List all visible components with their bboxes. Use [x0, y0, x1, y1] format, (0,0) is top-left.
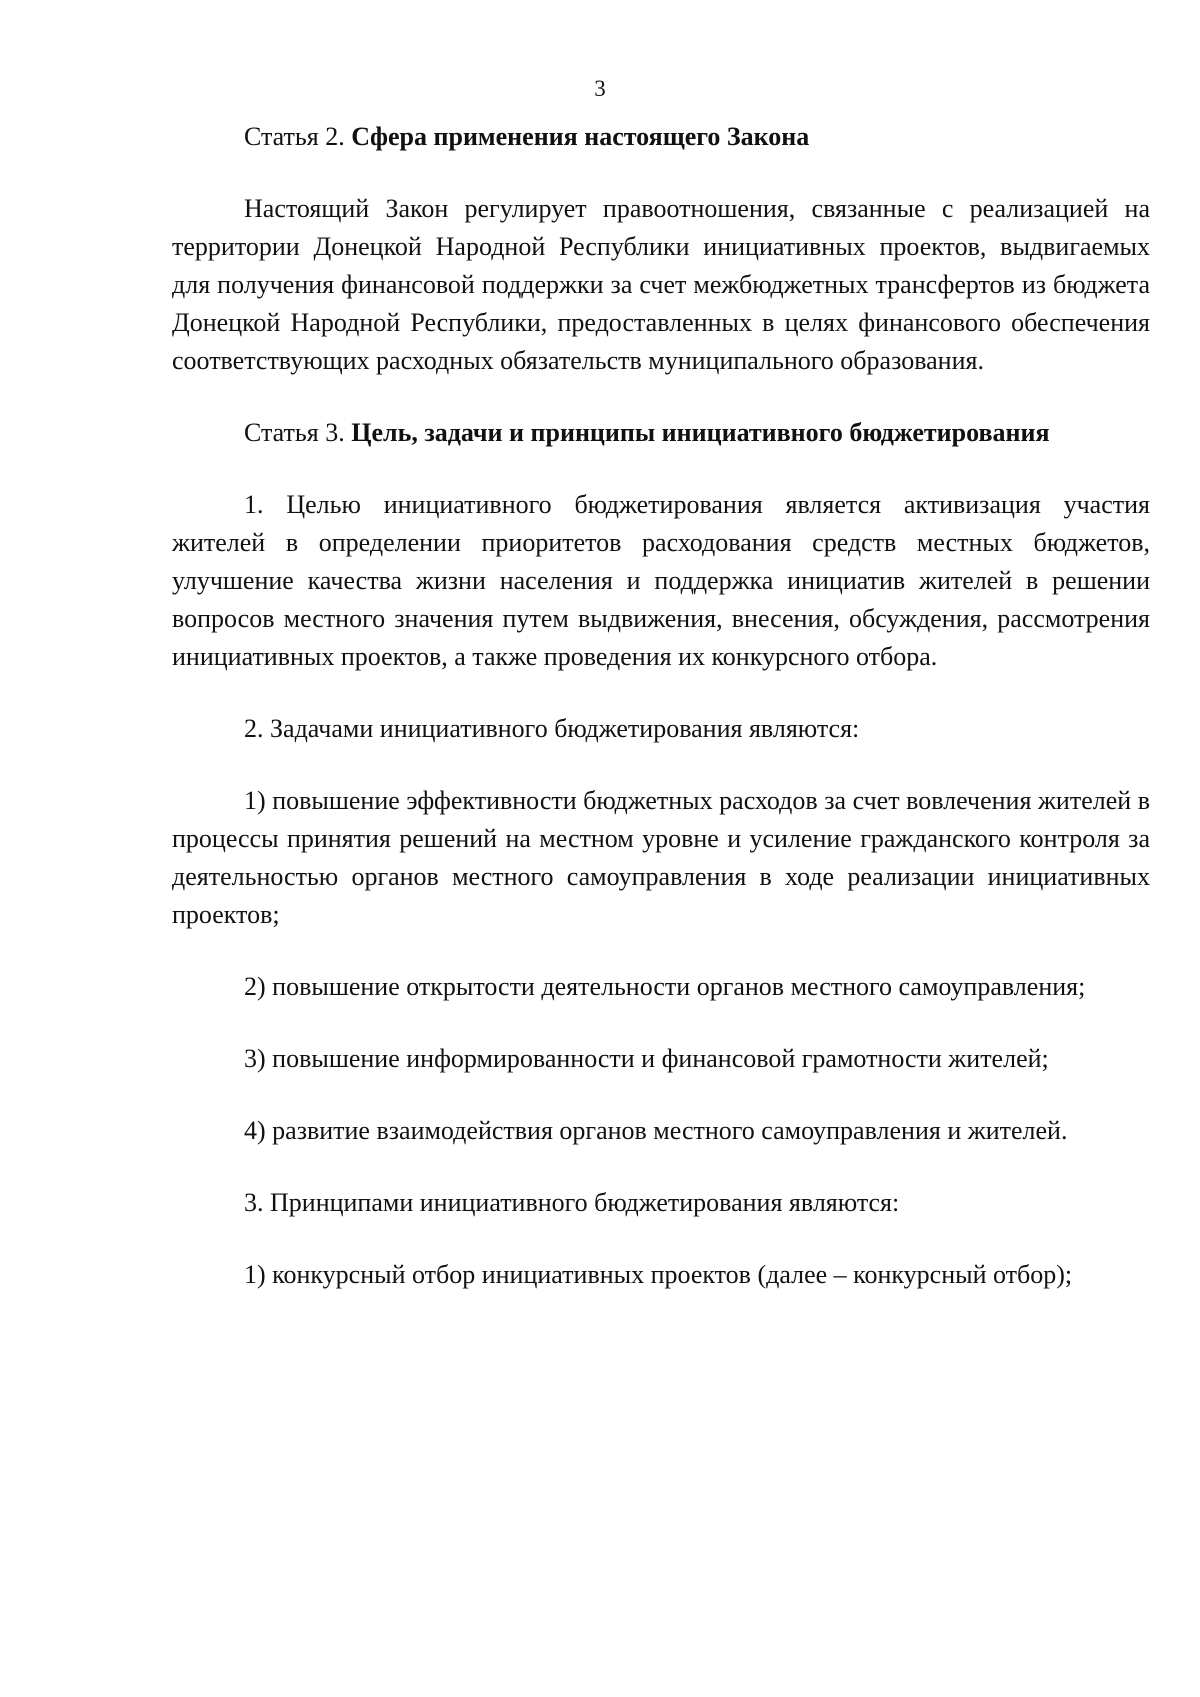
article-2-title: Сфера применения настоящего Закона: [351, 122, 810, 151]
article-3-task-2: 2) повышение открытости деятельности органов местного самоуправления;: [244, 972, 1086, 1001]
document-body: [172, 118, 1150, 1328]
article-2-paragraph-1: Настоящий Закон регулирует правоотношения, связанные с реализацией на территории Донецкой Народной Республики инициативных проектов, выдвигаемых для получения финансовой поддержки за счет межбюджетных трансфертов из бюджета Донецкой Народной Республики, предоставленных в целях финансового обеспечения соответствующих расходных обязательств муниципального образования.: [172, 194, 1150, 375]
page-number: 3: [594, 76, 606, 101]
article-3-paragraph-principles-intro: 3. Принципами инициативного бюджетирования являются:: [244, 1188, 900, 1217]
article-3-paragraph-tasks-intro: 2. Задачами инициативного бюджетирования являются:: [244, 714, 860, 743]
article-3-paragraph-goal: 1. Целью инициативного бюджетирования является активизация участия жителей в определении приоритетов расходования средств местных бюджетов, улучшение качества жизни населения и поддержка инициатив жителей в решении вопросов местного значения путем выдвижения, внесения, обсуждения, рассмотрения инициативных проектов, а также проведения их конкурсного отбора.: [172, 490, 1150, 671]
article-3-principle-1: 1) конкурсный отбор инициативных проектов (далее – конкурсный отбор);: [244, 1260, 1073, 1289]
article-2-heading: [172, 118, 1150, 156]
article-3-title: Цель, задачи и принципы инициативного бюджетирования: [351, 418, 1050, 447]
article-3-task-3: 3) повышение информированности и финансовой грамотности жителей;: [244, 1044, 1049, 1073]
article-3-heading: [172, 414, 1150, 452]
article-3-task-4: 4) развитие взаимодействия органов местного самоуправления и жителей.: [244, 1116, 1068, 1145]
article-3-task-1: 1) повышение эффективности бюджетных расходов за счет вовлечения жителей в процессы принятия решений на местном уровне и усиление гражданского контроля за деятельностью органов местного самоуправления в ходе реализации инициативных проектов;: [172, 786, 1150, 929]
article-2-prefix: Статья 2.: [244, 122, 345, 151]
article-3-prefix: Статья 3.: [244, 418, 345, 447]
